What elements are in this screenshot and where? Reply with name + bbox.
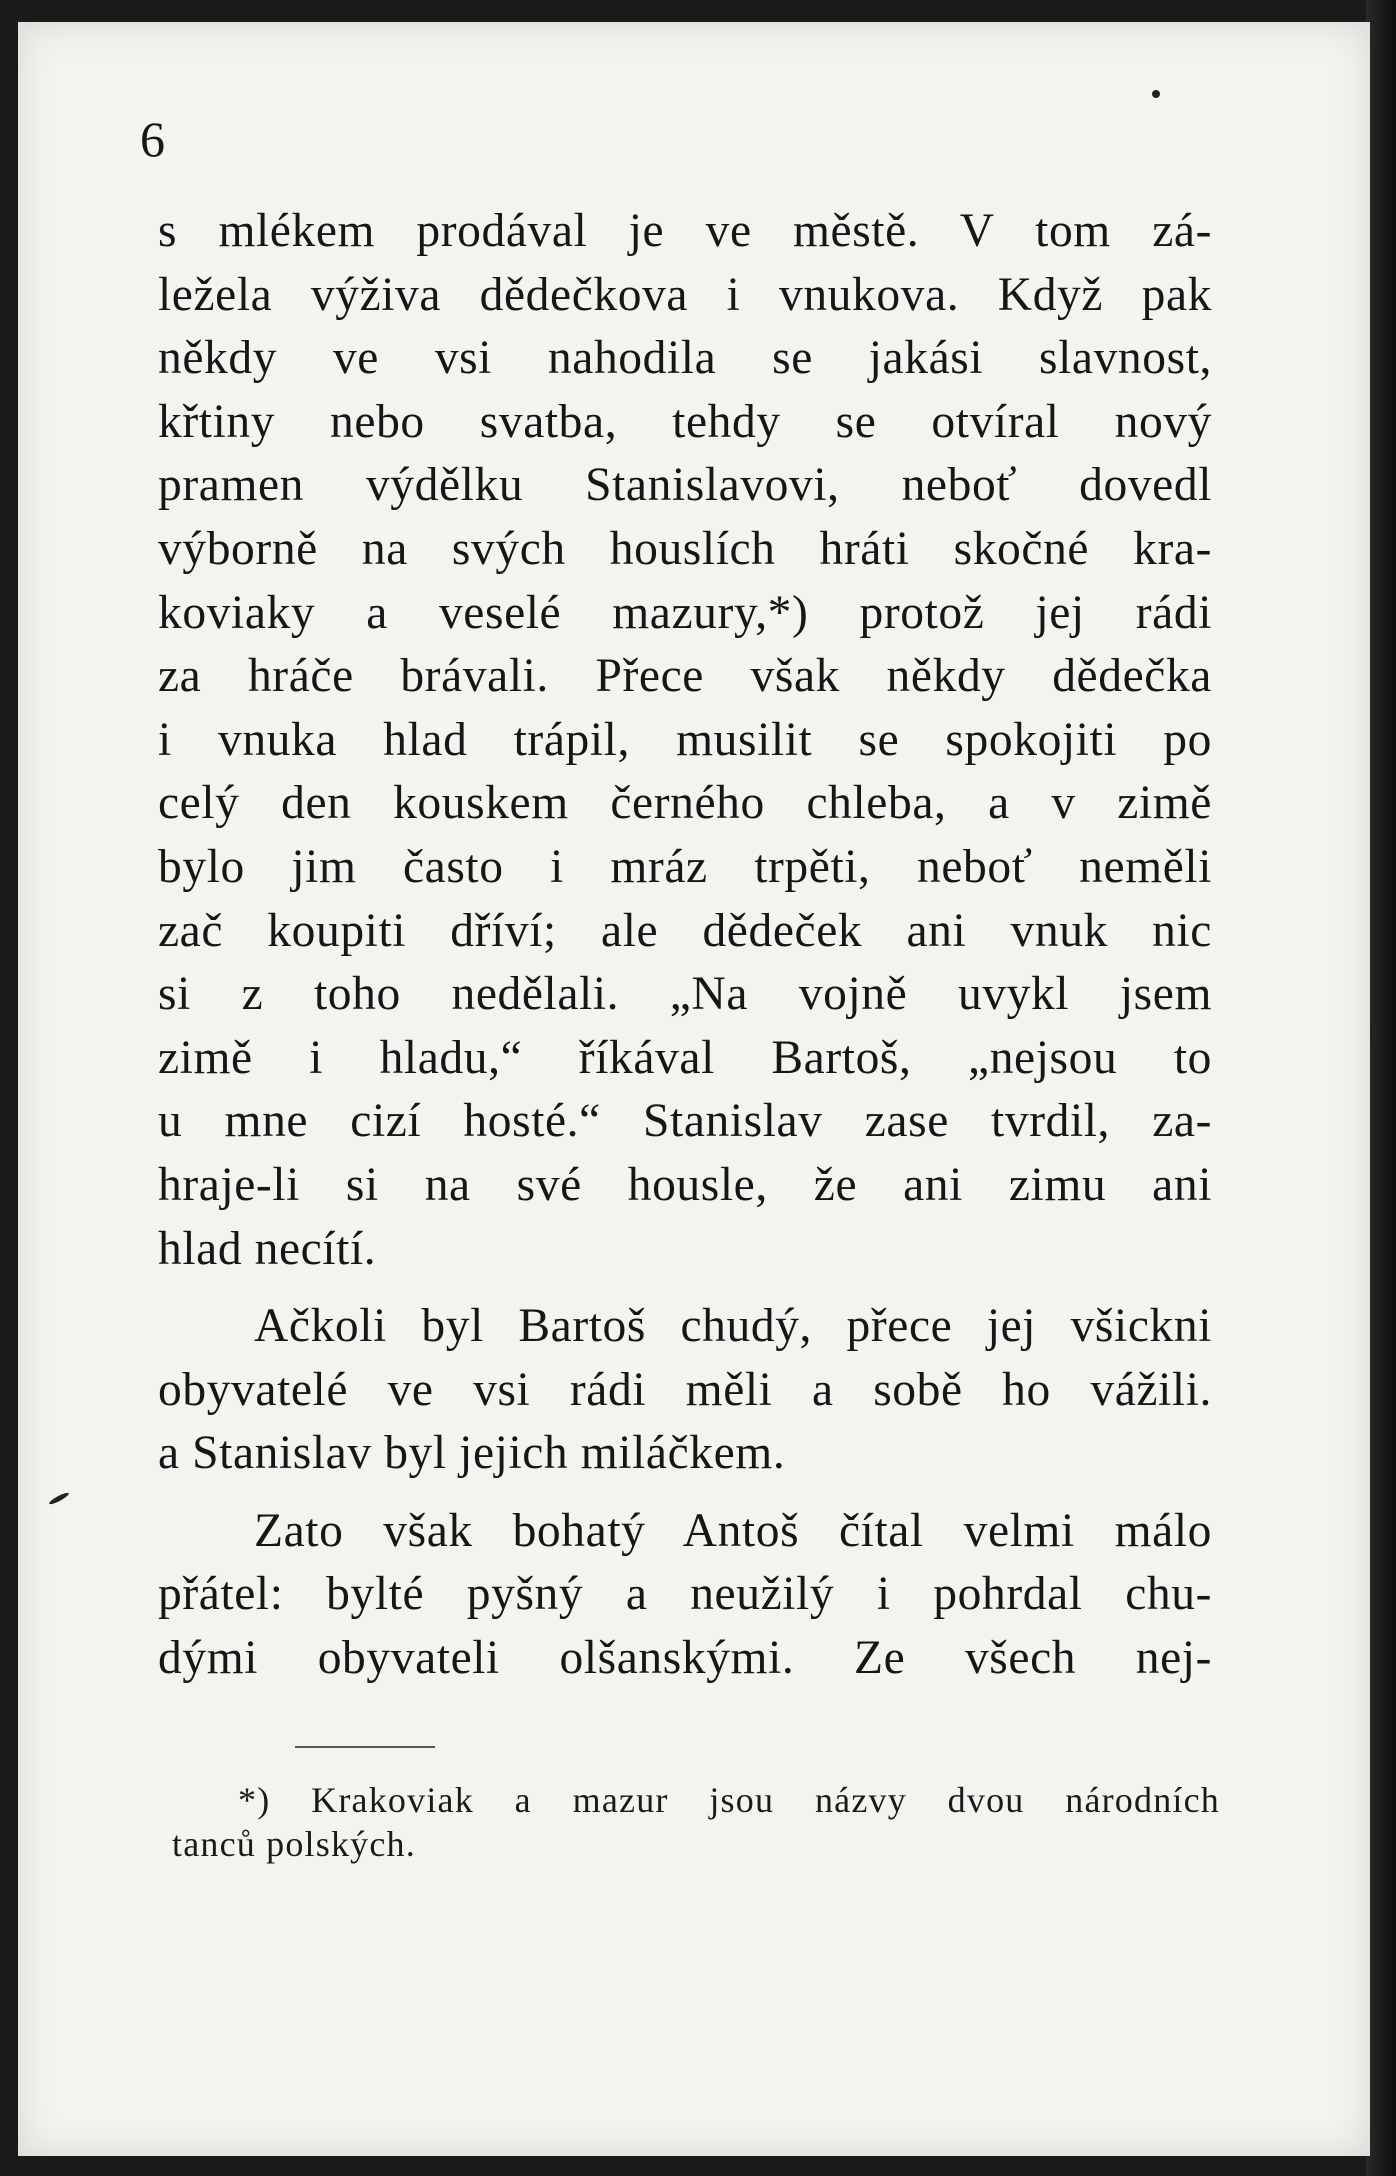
text-line: obyvatelé ve vsi rádi měli a sobě ho vážili.	[158, 1363, 1212, 1416]
scan-edge	[1366, 0, 1396, 2176]
text-line: i vnuka hlad trápil, musilit se spokojiti po	[158, 713, 1212, 766]
paragraph-gap	[158, 1486, 1212, 1500]
page-number: 6	[140, 111, 165, 167]
text-line: přátel: bylté pyšný a neužilý i pohrdal chu-	[158, 1568, 1212, 1621]
text-line: zač koupiti dříví; ale dědeček ani vnuk nic	[158, 904, 1212, 957]
text-line: celý den kouskem černého chleba, a v zimě	[158, 777, 1212, 830]
body-text	[158, 200, 1212, 1691]
text-line: bylo jim často i mráz trpěti, neboť neměli	[158, 840, 1212, 893]
text-line: hlad necítí.	[158, 1222, 377, 1275]
ink-speck	[48, 1491, 70, 1506]
text-line: ležela výživa dědečkova i vnukova. Když pak	[158, 268, 1212, 321]
text-line: zimě i hladu,“ říkával Bartoš, „nejsou to	[158, 1031, 1212, 1084]
text-line: hraje-li si na své housle, že ani zimu ani	[158, 1158, 1212, 1211]
paragraph	[158, 1295, 1212, 1486]
footnote	[172, 1778, 1220, 1866]
footnote-line: tanců polských.	[172, 1824, 416, 1864]
ink-speck	[1152, 90, 1160, 98]
text-line: koviaky a veselé mazury,*) protož jej rádi	[158, 586, 1212, 639]
text-line: Zato však bohatý Antoš čítal velmi málo	[254, 1504, 1212, 1557]
footnote-line: *) Krakoviak a mazur jsou názvy dvou národních	[238, 1780, 1220, 1820]
text-line: s mlékem prodával je ve městě. V tom zá-	[158, 205, 1212, 257]
footnote-separator	[295, 1746, 435, 1748]
text-line: pramen výdělku Stanislavovi, neboť dovedl	[158, 459, 1212, 512]
text-line: výborně na svých houslích hráti skočné kra-	[158, 522, 1212, 575]
ink-speck	[1370, 1022, 1376, 1044]
text-line: Ačkoli byl Bartoš chudý, přece jej všickni	[254, 1300, 1212, 1353]
text-line: si z toho nedělali. „Na vojně uvykl jsem	[158, 968, 1212, 1021]
paragraph	[158, 200, 1212, 1281]
text-line: za hráče brávali. Přece však někdy dědečka	[158, 650, 1212, 703]
text-line: dými obyvateli olšanskými. Ze všech nej-	[158, 1632, 1212, 1685]
paragraph	[158, 1500, 1212, 1691]
paragraph-gap	[158, 1281, 1212, 1295]
text-line: a Stanislav byl jejich miláčkem.	[158, 1427, 786, 1480]
text-line: křtiny nebo svatba, tehdy se otvíral nový	[158, 395, 1212, 448]
text-line: u mne cizí hosté.“ Stanislav zase tvrdil, za-	[158, 1095, 1212, 1148]
text-line: někdy ve vsi nahodila se jakási slavnost,	[158, 332, 1212, 385]
